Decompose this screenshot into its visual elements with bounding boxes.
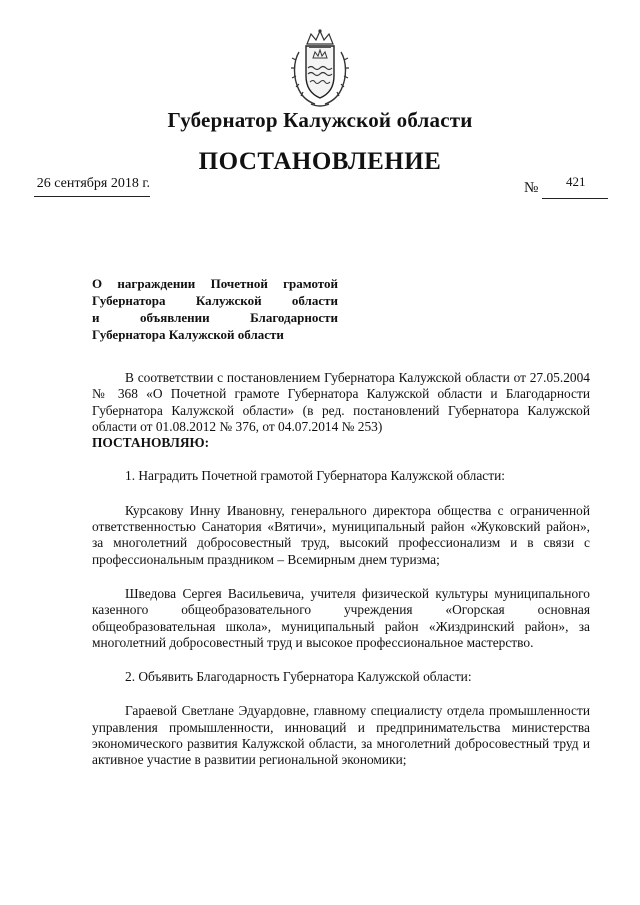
issuing-authority: Губернатор Калужской области: [167, 108, 473, 132]
number-value: 421: [566, 174, 586, 189]
number-sign: №: [524, 180, 539, 196]
number-underline: [542, 198, 608, 199]
document-body: [92, 370, 590, 769]
item-2-heading: 2. Объявить Благодарность Губернатора Калужской области:: [125, 669, 472, 685]
award-paragraph-2: Шведова Сергея Васильевича, учителя физической культуры муниципального казенного общеобразовательного учреждения «Огорская основная общеобразовательная школа», муниципальный район «Жиздринский район», за многолетний добросовестный труд и высокое профессиональное мастерство.: [92, 585, 590, 650]
document-number: [524, 174, 608, 200]
subject-line: Губернатора Калужской области: [92, 327, 284, 342]
decree-heading: ПОСТАНОВЛЯЮ:: [92, 435, 210, 451]
preamble-paragraph: В соответствии с постановлением Губернатора Калужской области от 27.05.2004 № 368 «О Почетной грамоте Губернатора Калужской области и Благодарности Губернатора Калужской области» (в ред. постановлений Губернатора Калужской области от 01.08.2012 № 376, от 04.07.2014 № 253): [92, 370, 590, 434]
document-type-title: ПОСТАНОВЛЕНИЕ: [198, 148, 442, 175]
kaluga-coat-of-arms-icon: [289, 28, 351, 110]
document-subject: [92, 275, 338, 343]
subject-line: О награждении Почетной грамотой: [92, 276, 338, 291]
subject-line: Губернатора Калужской области: [92, 293, 338, 308]
item-1-heading: 1. Наградить Почетной грамотой Губернатора Калужской области:: [125, 468, 505, 484]
award-paragraph-1: Курсакову Инну Ивановну, генерального директора общества с ограниченной ответственностью Санатория «Вятичи», муниципальный район «Жуковский район», за многолетний добросовестный труд, высокий профессионализм и в связи с профессиональным праздником – Всемирным днем туризма;: [92, 502, 590, 567]
subject-line: и объявлении Благодарности: [92, 310, 338, 325]
award-paragraph-3: Гараевой Светлане Эдуардовне, главному специалисту отдела промышленности управления промышленности, инноваций и предпринимательства министерства экономического развития Калужской области, за многолетний добросовестный труд и активное участие в развитии региональной экономики;: [92, 703, 590, 768]
document-date: 26 сентября 2018 г.: [34, 176, 150, 197]
